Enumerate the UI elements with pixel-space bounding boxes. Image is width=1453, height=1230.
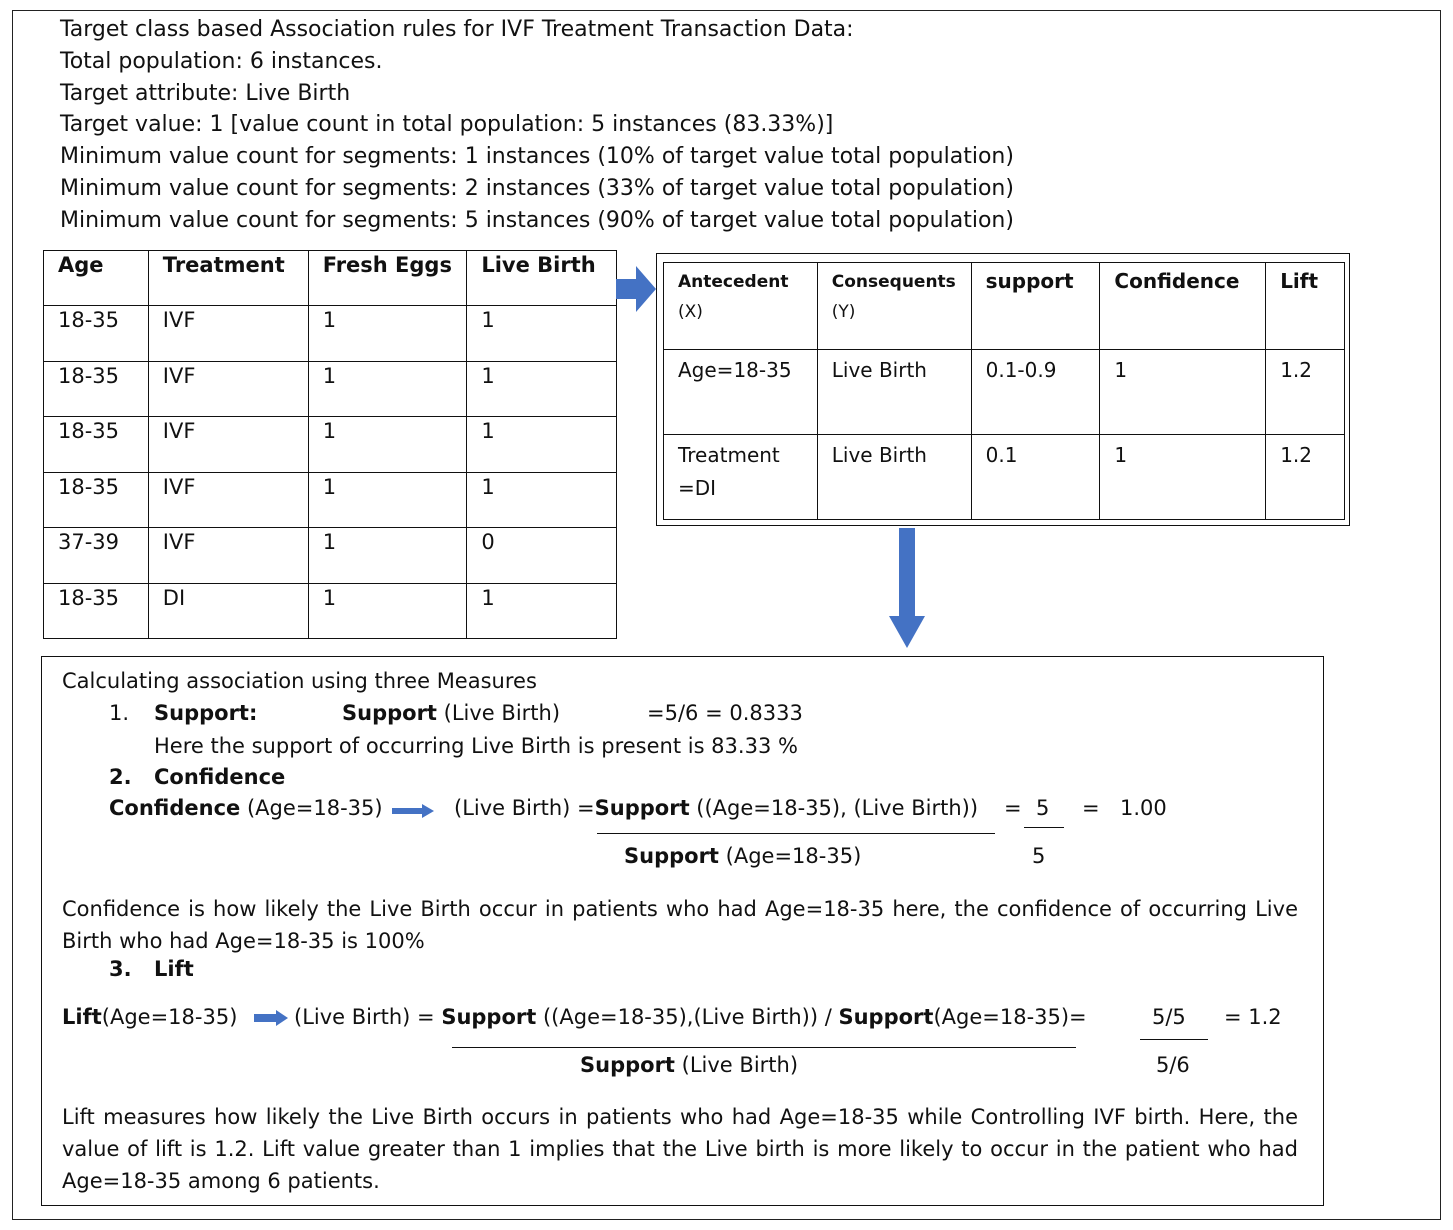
support-label: Support: <box>154 701 258 725</box>
cell-fresh-eggs: 1 <box>308 528 467 584</box>
header-fresh-eggs: Fresh Eggs <box>308 251 467 306</box>
intro-target-attribute: Target attribute: Live Birth <box>60 80 351 106</box>
lift-num-rest2: (Age=18-35)= <box>933 1005 1087 1029</box>
confidence-formula-bold: Confidence <box>109 796 241 820</box>
lift-num-bold2: Support <box>838 1005 934 1029</box>
header-antecedent-line1: Antecedent <box>678 272 789 292</box>
cell-treatment: IVF <box>148 472 308 528</box>
lift-consequent: (Live Birth) = <box>294 1005 435 1029</box>
down-arrow-icon <box>889 528 925 648</box>
cell-antecedent <box>664 350 818 435</box>
confidence-formula-antecedent: (Age=18-35) <box>246 796 383 820</box>
support-formula <box>342 701 560 725</box>
confidence-frac-num: 5 <box>1036 796 1050 820</box>
lift-num-bold1: Support <box>441 1005 537 1029</box>
support-number: 1. <box>109 701 130 725</box>
intro-title: Target class based Association rules for IVF Treatment Transaction Data: <box>60 17 854 42</box>
cell-support: 0.1-0.9 <box>971 350 1100 435</box>
cell-lift: 1.2 <box>1266 350 1345 435</box>
rules-header-row <box>664 263 1345 350</box>
cell-support: 0.1 <box>971 435 1100 520</box>
rules-table-frame <box>656 253 1350 526</box>
header-support: support <box>971 263 1100 350</box>
cell-treatment: IVF <box>148 361 308 417</box>
intro-population: Total population: 6 instances. <box>60 48 383 74</box>
lift-note: Lift measures how likely the Live Birth occurs in patients who had Age=18-35 while Controlling IVF birth. Here, the value of lift is 1.2. Lift value greater than 1 implies that the Live birth is more likely to occur in the patient who had Age=18-35 among 6 patients. <box>62 1105 1298 1193</box>
intro-min-count-3: Minimum value count for segments: 5 instances (90% of target value total population) <box>60 207 1014 233</box>
table-row <box>44 528 617 584</box>
intro-text <box>60 14 1014 237</box>
cell-live-birth: 1 <box>467 583 617 639</box>
cell-age: 18-35 <box>44 306 149 362</box>
lift-den-bold: Support <box>580 1053 675 1077</box>
confidence-num-rest: ((Age=18-35), (Live Birth)) <box>696 796 979 820</box>
cell-consequent: Live Birth <box>817 435 971 520</box>
implies-arrow-icon <box>254 1010 288 1026</box>
table-row <box>44 472 617 528</box>
cell-fresh-eggs: 1 <box>308 583 467 639</box>
transaction-table <box>43 250 617 639</box>
implies-arrow-icon <box>392 804 434 818</box>
header-lift: Lift <box>1266 263 1345 350</box>
confidence-result: 1.00 <box>1120 796 1167 820</box>
confidence-frac-den: 5 <box>1032 844 1046 868</box>
lift-formula-antecedent: (Age=18-35) <box>101 1005 238 1029</box>
intro-min-count-1: Minimum value count for segments: 1 instances (10% of target value total population) <box>60 144 1014 170</box>
calc-title: Calculating association using three Measures <box>62 669 537 693</box>
cell-treatment: DI <box>148 583 308 639</box>
cell-fresh-eggs: 1 <box>308 472 467 528</box>
cell-antecedent-line1: Age=18-35 <box>678 358 792 382</box>
cell-live-birth: 1 <box>467 472 617 528</box>
cell-confidence: 1 <box>1100 435 1266 520</box>
confidence-formula-lhs <box>109 796 383 820</box>
confidence-formula-rhs <box>454 796 978 820</box>
rules-table <box>663 262 1345 520</box>
cell-fresh-eggs: 1 <box>308 361 467 417</box>
cell-age: 18-35 <box>44 583 149 639</box>
lift-frac-num: 5/5 <box>1152 1005 1186 1029</box>
confidence-note: Confidence is how likely the Live Birth occur in patients who had Age=18-35 here, the confidence of occurring Live Birth who had Age=18-35 is 100% <box>62 897 1298 953</box>
table-header-row <box>44 251 617 306</box>
support-note: Here the support of occurring Live Birth is present is 83.33 % <box>154 734 798 758</box>
cell-live-birth: 1 <box>467 417 617 473</box>
cell-antecedent <box>664 435 818 520</box>
header-consequents-line2: (Y) <box>831 302 856 322</box>
cell-live-birth: 1 <box>467 361 617 417</box>
table-row <box>664 350 1345 435</box>
support-value: =5/6 = 0.8333 <box>647 701 803 725</box>
support-formula-bold: Support <box>342 701 437 725</box>
header-live-birth: Live Birth <box>467 251 617 306</box>
cell-fresh-eggs: 1 <box>308 306 467 362</box>
confidence-den-bold: Support <box>624 844 719 868</box>
header-treatment: Treatment <box>148 251 308 306</box>
table-row <box>664 435 1345 520</box>
header-age: Age <box>44 251 149 306</box>
lift-formula-lhs <box>62 1005 237 1029</box>
cell-age: 18-35 <box>44 361 149 417</box>
lift-num-rest1: ((Age=18-35),(Live Birth)) / <box>542 1005 832 1029</box>
lift-frac-den: 5/6 <box>1156 1053 1190 1077</box>
header-consequents-line1: Consequents <box>831 272 956 292</box>
table-row <box>44 306 617 362</box>
lift-value-fraction-line <box>1140 1039 1208 1040</box>
confidence-eq1: = <box>1004 796 1022 820</box>
header-confidence: Confidence <box>1100 263 1266 350</box>
header-antecedent-line2: (X) <box>678 302 703 322</box>
confidence-label: Confidence <box>154 765 286 789</box>
cell-treatment: IVF <box>148 417 308 473</box>
calculation-box <box>41 656 1324 1206</box>
cell-live-birth: 1 <box>467 306 617 362</box>
lift-fraction-line <box>452 1047 1076 1048</box>
confidence-eq2: = <box>1082 796 1100 820</box>
cell-age: 18-35 <box>44 472 149 528</box>
cell-lift: 1.2 <box>1266 435 1345 520</box>
confidence-value-fraction-line <box>1024 827 1064 828</box>
confidence-fraction-line <box>597 833 995 834</box>
lift-formula-rhs <box>294 1005 1087 1029</box>
lift-label: Lift <box>154 957 194 981</box>
lift-den-rest: (Live Birth) <box>681 1053 799 1077</box>
intro-target-value: Target value: 1 [value count in total population: 5 instances (83.33%)] <box>60 112 834 138</box>
table-row <box>44 583 617 639</box>
cell-consequent: Live Birth <box>817 350 971 435</box>
table-row <box>44 417 617 473</box>
right-arrow-icon <box>616 266 656 312</box>
header-antecedent <box>664 263 818 350</box>
lift-result: = 1.2 <box>1224 1005 1282 1029</box>
confidence-denominator <box>624 844 861 868</box>
cell-treatment: IVF <box>148 306 308 362</box>
header-consequents <box>817 263 971 350</box>
lift-number: 3. <box>109 957 132 981</box>
cell-fresh-eggs: 1 <box>308 417 467 473</box>
confidence-num-bold: Support <box>594 796 690 820</box>
confidence-consequent: (Live Birth) = <box>454 796 595 820</box>
lift-denominator <box>580 1053 798 1077</box>
intro-min-count-2: Minimum value count for segments: 2 instances (33% of target value total population) <box>60 175 1014 201</box>
cell-antecedent-line2: =DI <box>678 476 717 500</box>
lift-formula-bold: Lift <box>62 1005 102 1029</box>
confidence-den-rest: (Age=18-35) <box>725 844 862 868</box>
cell-age: 18-35 <box>44 417 149 473</box>
support-formula-rest: (Live Birth) <box>443 701 561 725</box>
cell-age: 37-39 <box>44 528 149 584</box>
cell-antecedent-line1: Treatment <box>678 443 780 467</box>
cell-live-birth: 0 <box>467 528 617 584</box>
cell-confidence: 1 <box>1100 350 1266 435</box>
table-row <box>44 361 617 417</box>
confidence-number: 2. <box>109 765 132 789</box>
cell-treatment: IVF <box>148 528 308 584</box>
